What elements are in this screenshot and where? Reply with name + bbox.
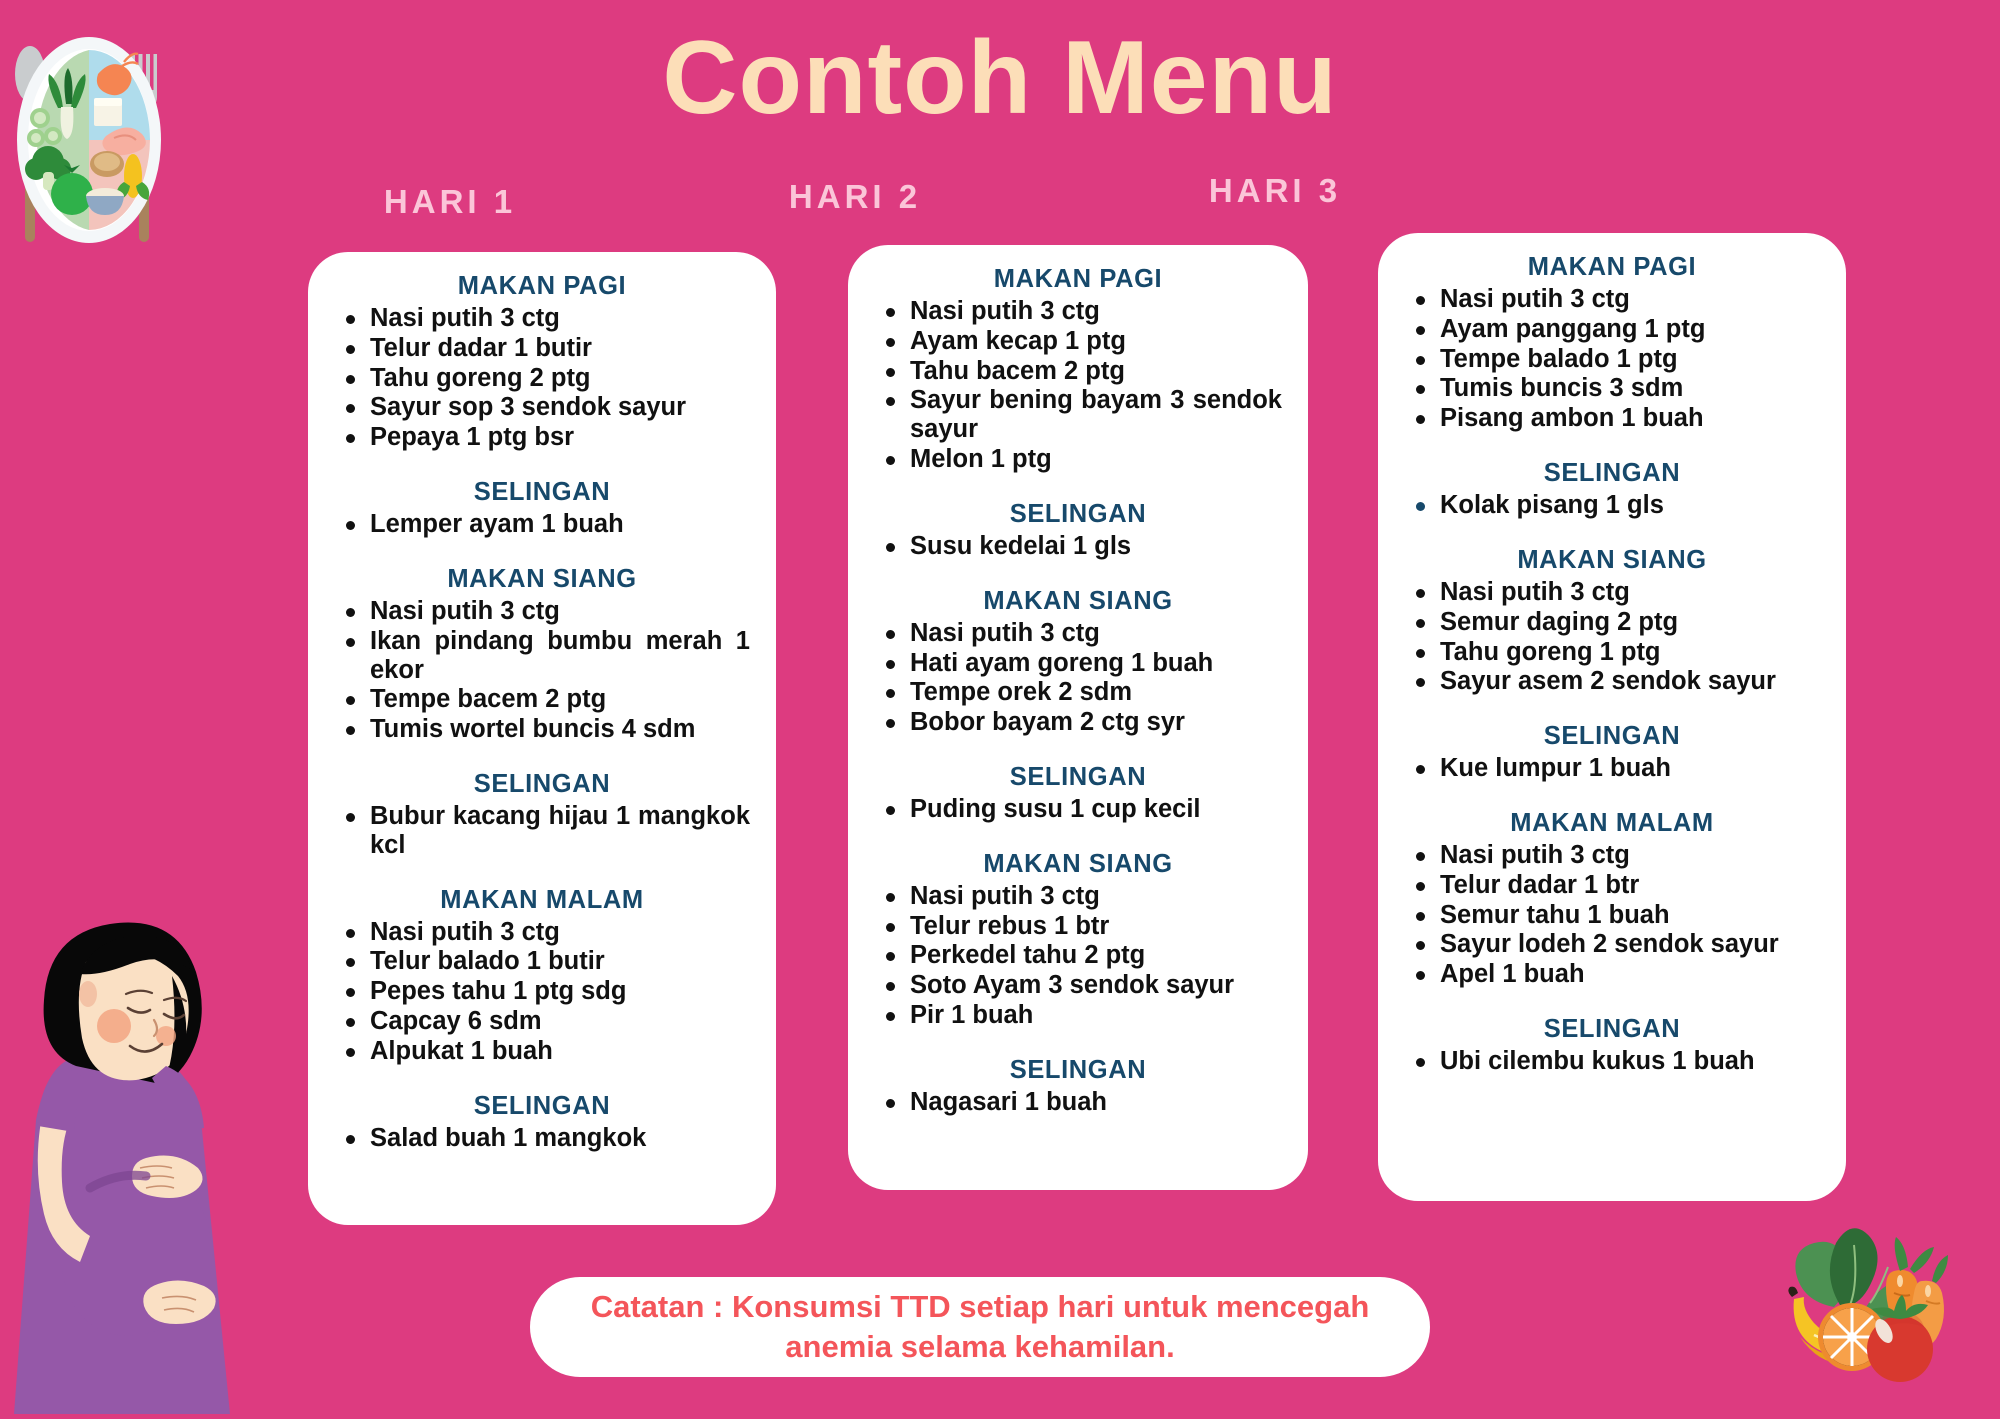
menu-item: Tumis wortel buncis 4 sdm	[336, 715, 750, 744]
menu-item-list	[336, 802, 750, 860]
menu-item: Melon 1 ptg	[876, 445, 1282, 474]
menu-item: Pepaya 1 ptg bsr	[336, 423, 750, 452]
menu-item: Ayam kecap 1 ptg	[876, 327, 1282, 356]
tofu-icon	[94, 98, 122, 126]
menu-item: Nagasari 1 buah	[876, 1088, 1282, 1117]
menu-item: Nasi putih 3 ctg	[1406, 285, 1820, 314]
menu-item-list	[336, 510, 750, 539]
menu-item: Nasi putih 3 ctg	[876, 882, 1282, 911]
menu-item: Tahu goreng 2 ptg	[336, 364, 750, 393]
day-header-1: HARI 1	[383, 183, 517, 220]
menu-item: Telur rebus 1 btr	[876, 912, 1282, 941]
menu-item: Telur dadar 1 btr	[1406, 871, 1820, 900]
menu-card-day-2	[848, 245, 1308, 1190]
menu-item: Nasi putih 3 ctg	[336, 597, 750, 626]
note-text: Catatan : Konsumsi TTD setiap hari untuk mencegah anemia selama kehamilan.	[590, 1289, 1370, 1364]
menu-item-list	[1406, 578, 1820, 696]
section-heading: MAKAN SIANG	[1517, 545, 1707, 574]
note-banner	[530, 1277, 1430, 1377]
menu-item: Soto Ayam 3 sendok sayur	[876, 971, 1282, 1000]
potato-icon	[90, 151, 124, 177]
section-heading: SELINGAN	[473, 1091, 611, 1120]
menu-item: Tempe bacem 2 ptg	[336, 685, 750, 714]
menu-item-list	[1406, 841, 1820, 989]
fruits-vegetables-illustration	[1770, 1205, 1995, 1405]
menu-item: Nasi putih 3 ctg	[876, 297, 1282, 326]
day-header-2: HARI 2	[788, 178, 922, 215]
menu-item: Sayur asem 2 sendok sayur	[1406, 667, 1820, 696]
menu-item: Capcay 6 sdm	[336, 1007, 750, 1036]
menu-item: Bobor bayam 2 ctg syr	[876, 708, 1282, 737]
menu-card-day-3	[1378, 233, 1846, 1201]
section-heading: SELINGAN	[1543, 722, 1681, 751]
page-title: Contoh Menu	[662, 20, 1338, 136]
section-heading: MAKAN SIANG	[983, 849, 1173, 878]
menu-card-day-1	[308, 252, 776, 1225]
menu-item: Tahu bacem 2 ptg	[876, 357, 1282, 386]
section-heading: SELINGAN	[1009, 1055, 1147, 1084]
menu-item-list	[336, 918, 750, 1066]
menu-item: Kolak pisang 1 gls	[1406, 491, 1820, 520]
menu-item: Pepes tahu 1 ptg sdg	[336, 977, 750, 1006]
menu-item-list	[876, 297, 1282, 474]
menu-item: Ubi cilembu kukus 1 buah	[1406, 1047, 1820, 1076]
balanced-plate-illustration	[6, 12, 326, 262]
menu-item: Apel 1 buah	[1406, 960, 1820, 989]
menu-item-list	[876, 882, 1282, 1030]
section-heading: MAKAN PAGI	[457, 272, 627, 300]
menu-item: Puding susu 1 cup kecil	[876, 795, 1282, 824]
section-heading: SELINGAN	[1009, 762, 1147, 791]
menu-item: Alpukat 1 buah	[336, 1037, 750, 1066]
section-heading: MAKAN SIANG	[983, 586, 1173, 615]
menu-item: Hati ayam goreng 1 buah	[876, 649, 1282, 678]
day-header-3: HARI 3	[1208, 172, 1342, 209]
menu-item-list	[876, 532, 1282, 561]
menu-item: Tempe balado 1 ptg	[1406, 345, 1820, 374]
menu-item: Nasi putih 3 ctg	[336, 918, 750, 947]
pregnant-woman-illustration	[6, 920, 276, 1414]
tomato-fruit-icon	[1867, 1295, 1933, 1382]
menu-item: Tumis buncis 3 sdm	[1406, 374, 1820, 403]
menu-item: Tahu goreng 1 ptg	[1406, 638, 1820, 667]
menu-item-list	[1406, 754, 1820, 783]
menu-item: Pir 1 buah	[876, 1001, 1282, 1030]
menu-item: Salad buah 1 mangkok	[336, 1124, 750, 1153]
menu-item: Bubur kacang hijau 1 mangkok kcl	[336, 802, 750, 860]
section-heading: MAKAN MALAM	[440, 885, 644, 914]
menu-item-list	[336, 597, 750, 744]
section-heading: SELINGAN	[1543, 1015, 1681, 1043]
menu-item: Lemper ayam 1 buah	[336, 510, 750, 539]
menu-item-list	[876, 1088, 1282, 1117]
menu-item: Kue lumpur 1 buah	[1406, 754, 1820, 783]
section-heading: SELINGAN	[473, 478, 611, 507]
menu-item: Semur daging 2 ptg	[1406, 608, 1820, 637]
menu-item: Semur tahu 1 buah	[1406, 901, 1820, 930]
section-heading: MAKAN SIANG	[447, 564, 637, 593]
menu-item: Sayur sop 3 sendok sayur	[336, 393, 750, 422]
section-heading: SELINGAN	[1543, 459, 1681, 488]
menu-item: Nasi putih 3 ctg	[1406, 578, 1820, 607]
menu-item: Pisang ambon 1 buah	[1406, 404, 1820, 433]
section-heading: MAKAN PAGI	[993, 265, 1163, 293]
menu-item-list	[1406, 1047, 1820, 1076]
menu-item: Susu kedelai 1 gls	[876, 532, 1282, 561]
menu-item: Nasi putih 3 ctg	[876, 619, 1282, 648]
menu-item-list	[336, 1124, 750, 1153]
menu-item: Ikan pindang bumbu merah 1 ekor	[336, 627, 750, 685]
menu-item: Telur dadar 1 butir	[336, 334, 750, 363]
menu-item: Perkedel tahu 2 ptg	[876, 941, 1282, 970]
section-heading: MAKAN MALAM	[1510, 808, 1714, 837]
menu-item-list	[1406, 285, 1820, 433]
menu-item: Sayur bening bayam 3 sendok sayur	[876, 386, 1282, 444]
section-heading: SELINGAN	[473, 769, 611, 798]
menu-item: Nasi putih 3 ctg	[1406, 841, 1820, 870]
section-heading: MAKAN PAGI	[1527, 253, 1697, 281]
menu-item: Telur balado 1 butir	[336, 947, 750, 976]
menu-item-list	[336, 304, 750, 452]
menu-item: Sayur lodeh 2 sendok sayur	[1406, 930, 1820, 959]
menu-item-list	[876, 795, 1282, 824]
menu-item: Ayam panggang 1 ptg	[1406, 315, 1820, 344]
menu-item: Nasi putih 3 ctg	[336, 304, 750, 333]
section-heading: SELINGAN	[1009, 499, 1147, 528]
menu-item-list	[876, 619, 1282, 737]
menu-item: Tempe orek 2 sdm	[876, 678, 1282, 707]
menu-item-list	[1406, 491, 1820, 520]
